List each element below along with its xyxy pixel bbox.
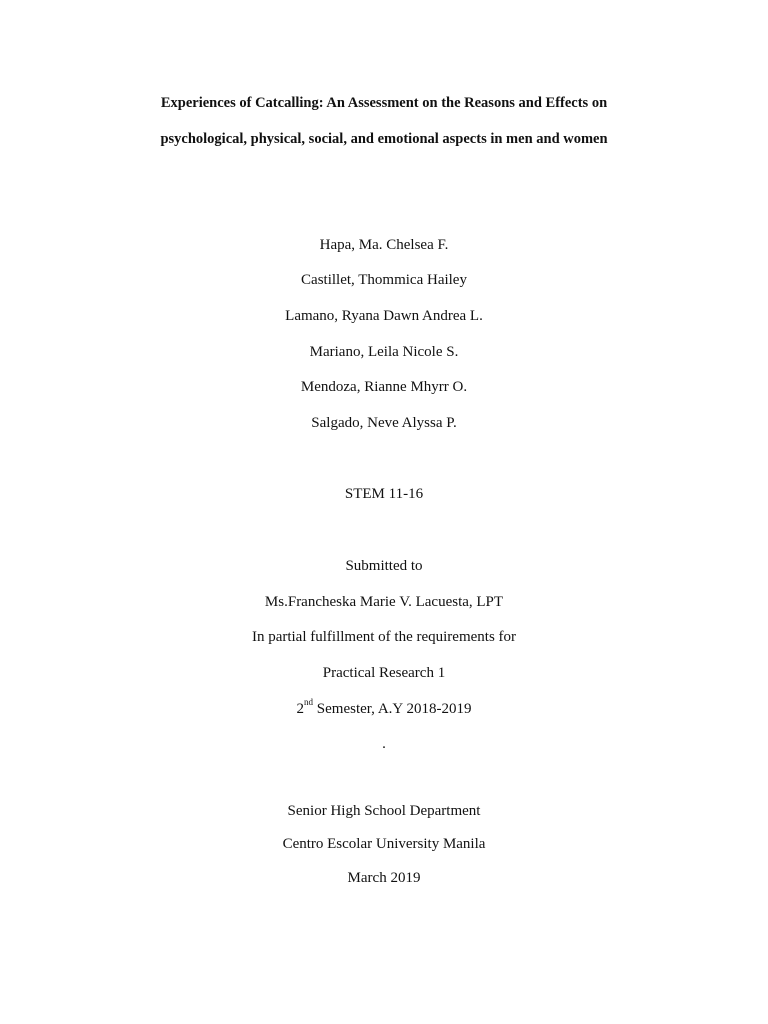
- semester-text: Semester, A.Y 2018-2019: [313, 701, 472, 717]
- teacher-name: Ms.Francheska Marie V. Lacuesta, LPT: [264, 594, 504, 610]
- author-name: Salgado, Neve Alyssa P.: [311, 415, 457, 431]
- author-name: Lamano, Ryana Dawn Andrea L.: [285, 308, 483, 324]
- author-name: Hapa, Ma. Chelsea F.: [319, 237, 449, 253]
- author-name: Mariano, Leila Nicole S.: [309, 344, 459, 360]
- section-label: STEM 11-16: [344, 486, 424, 502]
- author-name: Castillet, Thommica Hailey: [301, 272, 467, 288]
- author-name: Mendoza, Rianne Mhyrr O.: [300, 379, 468, 395]
- university-name: Centro Escolar University Manila: [282, 836, 486, 852]
- semester-line: [0, 697, 768, 718]
- title-line-2: psychological, physical, social, and emotional aspects in men and women: [160, 131, 608, 147]
- department-name: Senior High School Department: [287, 803, 481, 819]
- submitted-to-label: Submitted to: [345, 558, 423, 574]
- semester-suffix: nd: [304, 697, 314, 707]
- title-line-1: Experiences of Catcalling: An Assessment on the Reasons and Effects on: [160, 95, 608, 111]
- subject-name: Practical Research 1: [322, 665, 446, 681]
- fulfillment-text: In partial fulfillment of the requirements for: [251, 629, 517, 645]
- submission-date: March 2019: [347, 870, 421, 886]
- semester-number: 2: [296, 701, 305, 717]
- stray-dot: .: [382, 736, 386, 752]
